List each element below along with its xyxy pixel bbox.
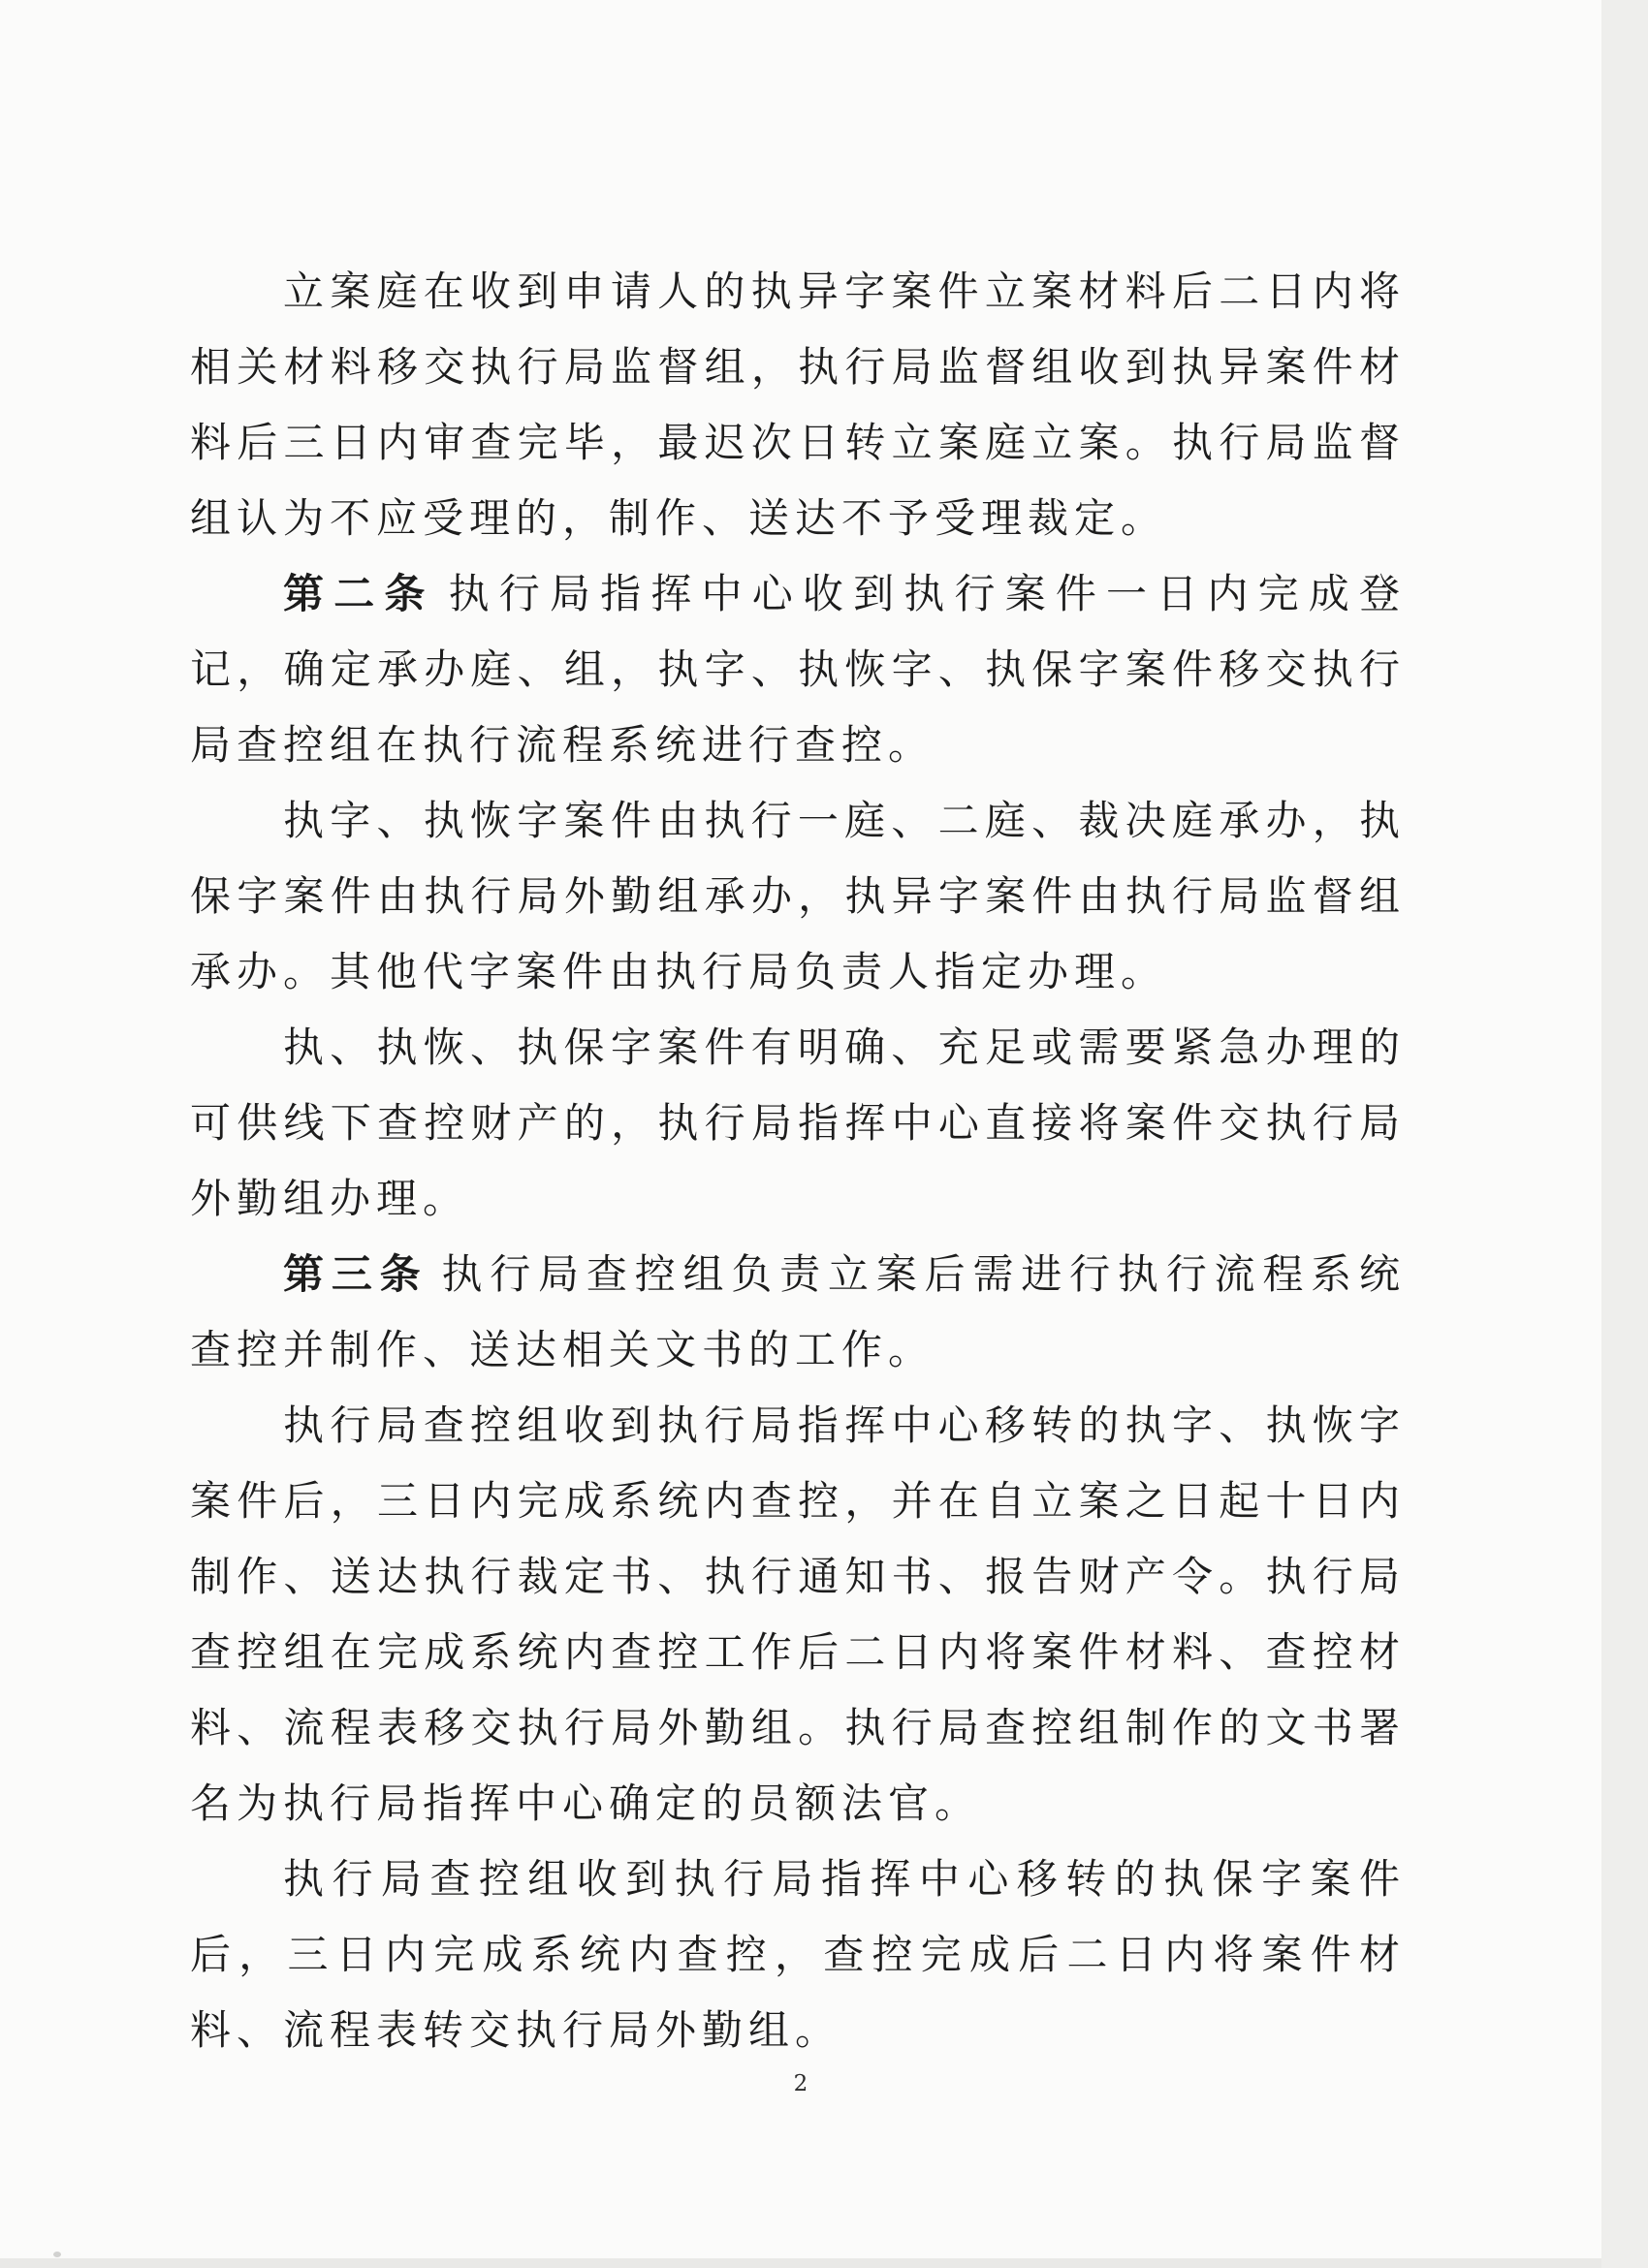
paragraph-5 — [190, 1237, 1406, 1388]
paragraph-6 — [190, 1388, 1406, 1842]
paragraph-2-text: 执行局指挥中心收到执行案件一日内完成登记，确定承办庭、组，执字、执恢字、执保字案件移交执行局查控组在执行流程系统进行查控。 — [190, 570, 1406, 769]
paragraph-7 — [190, 1842, 1406, 2068]
paragraph-7-text: 执行局查控组收到执行局指挥中心移转的执保字案件后，三日内完成系统内查控，查控完成后二日内将案件材料、流程表转交执行局外勤组。 — [190, 1855, 1406, 2054]
paragraph-3 — [190, 783, 1406, 1010]
article-three-label: 第三条 — [283, 1250, 428, 1298]
document-body — [190, 254, 1406, 2068]
paragraph-1 — [190, 254, 1406, 556]
scan-bottom-edge — [0, 2258, 1601, 2268]
paragraph-4-text: 执、执恢、执保字案件有明确、充足或需要紧急办理的可供线下查控财产的，执行局指挥中心直接将案件交执行局外勤组办理。 — [190, 1024, 1406, 1222]
paragraph-4 — [190, 1010, 1406, 1237]
paragraph-1-text: 立案庭在收到申请人的执异字案件立案材料后二日内将相关材料移交执行局监督组，执行局监督组收到执异案件材料后三日内审查完毕，最迟次日转立案庭立案。执行局监督组认为不应受理的，制作、送达不予受理裁定。 — [190, 268, 1406, 542]
scan-mark — [53, 2252, 61, 2257]
page-number: 2 — [793, 2071, 808, 2096]
scan-right-margin — [1601, 0, 1648, 2268]
paragraph-6-text: 执行局查控组收到执行局指挥中心移转的执字、执恢字案件后，三日内完成系统内查控，并在自立案之日起十日内制作、送达执行裁定书、执行通知书、报告财产令。执行局查控组在完成系统内查控工作后二日内将案件材料、查控材料、流程表移交执行局外勤组。执行局查控组制作的文书署名为执行局指挥中心确定的员额法官。 — [190, 1402, 1406, 1827]
article-two-label: 第二条 — [283, 570, 435, 617]
paragraph-5-text: 执行局查控组负责立案后需进行执行流程系统查控并制作、送达相关文书的工作。 — [190, 1250, 1406, 1373]
paragraph-3-text: 执字、执恢字案件由执行一庭、二庭、裁决庭承办，执保字案件由执行局外勤组承办，执异字案件由执行局监督组承办。其他代字案件由执行局负责人指定办理。 — [190, 797, 1406, 995]
paragraph-2 — [190, 556, 1406, 783]
